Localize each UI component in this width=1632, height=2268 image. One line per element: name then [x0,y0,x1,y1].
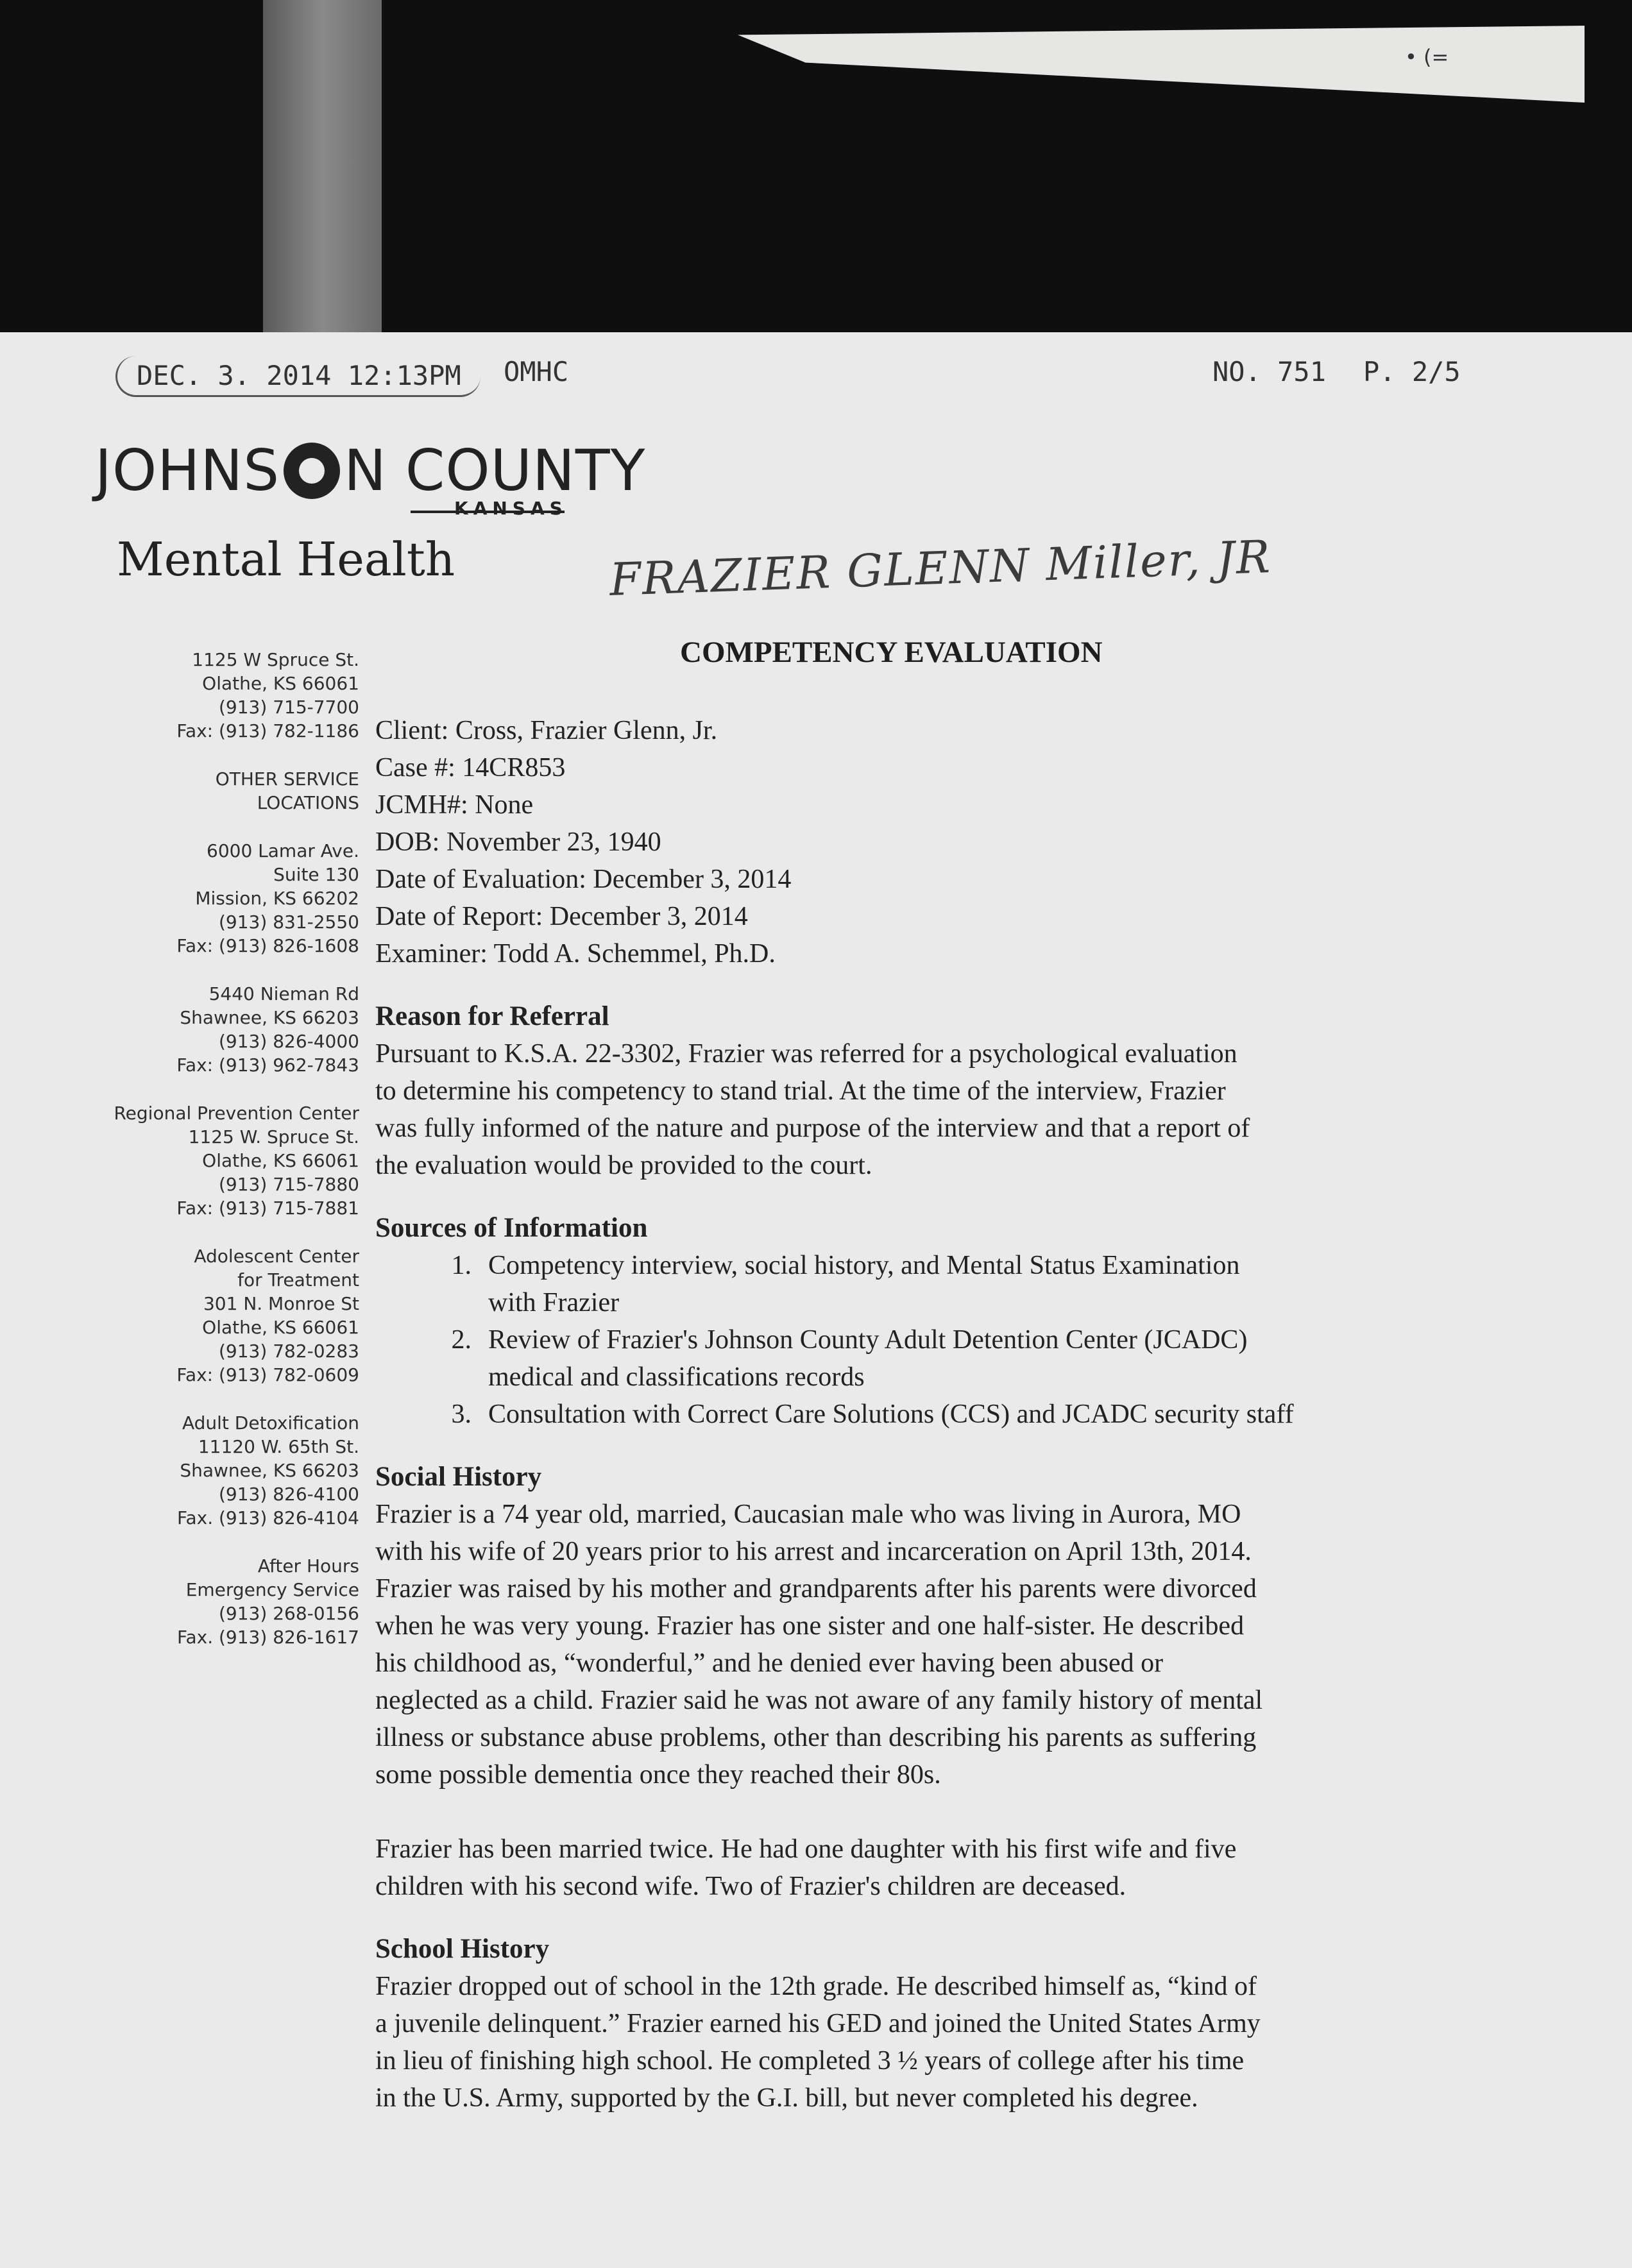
source-number: 2. [451,1325,472,1355]
text-line: Frazier dropped out of school in the 12th grade. He described himself as, “kind of [375,1972,1257,2001]
sidebar-line: OTHER SERVICE [215,768,359,790]
sidebar-line: 301 N. Monroe St [203,1293,359,1314]
source-text [488,1247,1453,1321]
sidebar-line: (913) 715-7700 [219,697,359,718]
sidebar-line: Regional Prevention Center [114,1103,359,1124]
text-line: Frazier is a 74 year old, married, Caucasian male who was living in Aurora, MO [375,1500,1241,1529]
text-line: Date of Evaluation: December 3, 2014 [375,865,792,894]
sidebar-line: Shawnee, KS 66203 [180,1460,359,1481]
sidebar-line: Fax: (913) 782-0609 [176,1364,359,1385]
sidebar-line: Adult Detoxification [182,1412,359,1434]
source-number: 1. [451,1251,472,1280]
sidebar-line: 1125 W. Spruce St. [188,1126,359,1147]
source-number: 3. [451,1400,472,1429]
logo-mental-health: Mental Health [117,532,455,586]
text-line: with his wife of 20 years prior to his arrest and incarceration on April 13th, 2014. [375,1537,1252,1566]
text-line: Frazier was raised by his mother and grandparents after his parents were divorced [375,1574,1257,1604]
sidebar-location-block [58,1411,359,1530]
social-paragraph-1 [375,1496,1453,1793]
social-heading: Social History [375,1462,542,1492]
fax-number: NO. 751 [1212,356,1327,387]
sidebar-line: Emergency Service [185,1579,359,1600]
sidebar-line: Olathe, KS 66061 [202,1317,359,1338]
strip-mark: • (= [1405,45,1449,69]
sidebar-line: Adolescent Center [194,1246,359,1267]
sidebar-line: Fax: (913) 715-7881 [176,1197,359,1219]
source-text [488,1396,1453,1433]
source-item [375,1247,1453,1321]
client-info [375,712,1453,972]
source-line: medical and classifications records [488,1362,865,1392]
text-line: Frazier has been married twice. He had one daughter with his first wife and five [375,1834,1237,1864]
logo-text-b: N COUNTY [344,437,646,504]
source-line: Consultation with Correct Care Solutions (CCS) and JCADC security staff [488,1400,1294,1429]
sidebar-line: Mission, KS 66202 [195,888,359,909]
source-text [488,1321,1453,1396]
logo-kansas: KANSAS [454,498,568,519]
sidebar-line: Fax: (913) 782-1186 [176,720,359,741]
reason-heading: Reason for Referral [375,1001,609,1031]
text-line: when he was very young. Frazier has one sister and one half-sister. He described [375,1611,1245,1641]
text-line: illness or substance abuse problems, other than describing his parents as suffering [375,1723,1257,1752]
source-line: Competency interview, social history, and Mental Status Examination [488,1251,1240,1280]
source-line: Review of Frazier's Johnson County Adult Detention Center (JCADC) [488,1325,1248,1355]
sidebar-location-block [58,982,359,1077]
logo-wordmark [95,437,646,504]
sidebar-line: Suite 130 [273,864,359,885]
text-line: Date of Report: December 3, 2014 [375,902,748,931]
fax-page: P. 2/5 [1363,356,1461,387]
sidebar-line: (913) 782-0283 [219,1341,359,1362]
report-body [375,712,1453,2117]
text-line: was fully informed of the nature and purpose of the interview and that a report of [375,1113,1250,1143]
sidebar-location-block [58,767,359,815]
text-line: Client: Cross, Frazier Glenn, Jr. [375,716,718,745]
sidebar-location-block [58,1244,359,1387]
sidebar-line: Shawnee, KS 66203 [180,1007,359,1028]
sidebar-line: 1125 W Spruce St. [192,649,359,670]
sidebar-line: 5440 Nieman Rd [208,983,359,1004]
logo-text-a: JOHNS [95,437,280,504]
scan-grey-band [263,0,382,340]
fax-timestamp: DEC. 3. 2014 12:13PM [115,356,480,397]
sidebar-location-block [58,648,359,743]
text-line: in lieu of finishing high school. He completed 3 ½ years of college after his time [375,2046,1245,2076]
school-text [375,1968,1453,2117]
reason-text [375,1035,1453,1184]
text-line: JCMH#: None [375,790,534,820]
sidebar-line: 6000 Lamar Ave. [207,840,359,861]
sidebar-location-block [58,1554,359,1649]
document-title: COMPETENCY EVALUATION [680,636,1103,669]
sources-heading: Sources of Information [375,1213,648,1243]
sidebar-line: Fax. (913) 826-1617 [176,1627,359,1648]
sidebar-line: 11120 W. 65th St. [198,1436,359,1457]
sidebar-line: (913) 268-0156 [219,1603,359,1624]
text-line: Examiner: Todd A. Schemmel, Ph.D. [375,939,776,969]
text-line: some possible dementia once they reached their 80s. [375,1760,941,1790]
sidebar-line: Fax: (913) 826-1608 [176,935,359,956]
sidebar-location-block [58,1101,359,1220]
sidebar-location-block [58,839,359,958]
text-line: Pursuant to K.S.A. 22-3302, Frazier was referred for a psychological evaluation [375,1039,1237,1069]
source-item [375,1321,1453,1396]
social-paragraph-2 [375,1831,1453,1905]
text-line: a juvenile delinquent.” Frazier earned his GED and joined the United States Army [375,2009,1261,2038]
sidebar-line: After Hours [257,1555,359,1577]
text-line: his childhood as, “wonderful,” and he denied ever having been abused or [375,1648,1164,1678]
sidebar-line: for Treatment [237,1269,359,1291]
source-item [375,1396,1453,1433]
sunflower-icon [284,443,340,499]
sidebar-line: (913) 715-7880 [219,1174,359,1195]
sidebar-line: LOCATIONS [257,792,359,813]
sidebar-line: Fax: (913) 962-7843 [176,1054,359,1076]
sources-list [375,1247,1453,1433]
sidebar-line: (913) 831-2550 [219,911,359,933]
text-line: in the U.S. Army, supported by the G.I. bill, but never completed his degree. [375,2083,1198,2113]
handwritten-name: FRAZIER GLENN Miller, JR [608,530,1272,606]
text-line: DOB: November 23, 1940 [375,827,661,857]
sidebar-line: Olathe, KS 66061 [202,1150,359,1171]
text-line: children with his second wife. Two of Frazier's children are deceased. [375,1872,1126,1901]
text-line: neglected as a child. Frazier said he was not aware of any family history of mental [375,1686,1263,1715]
location-sidebar [58,648,359,1673]
source-line: with Frazier [488,1288,620,1317]
sidebar-line: Fax. (913) 826-4104 [176,1507,359,1528]
text-line: to determine his competency to stand trial. At the time of the interview, Frazier [375,1076,1226,1106]
text-line: Case #: 14CR853 [375,753,566,783]
sidebar-line: (913) 826-4100 [219,1484,359,1505]
school-heading: School History [375,1934,550,1964]
sidebar-line: (913) 826-4000 [219,1031,359,1052]
sidebar-line: Olathe, KS 66061 [202,673,359,694]
fax-org: OMHC [504,356,569,387]
text-line: the evaluation would be provided to the court. [375,1151,872,1180]
